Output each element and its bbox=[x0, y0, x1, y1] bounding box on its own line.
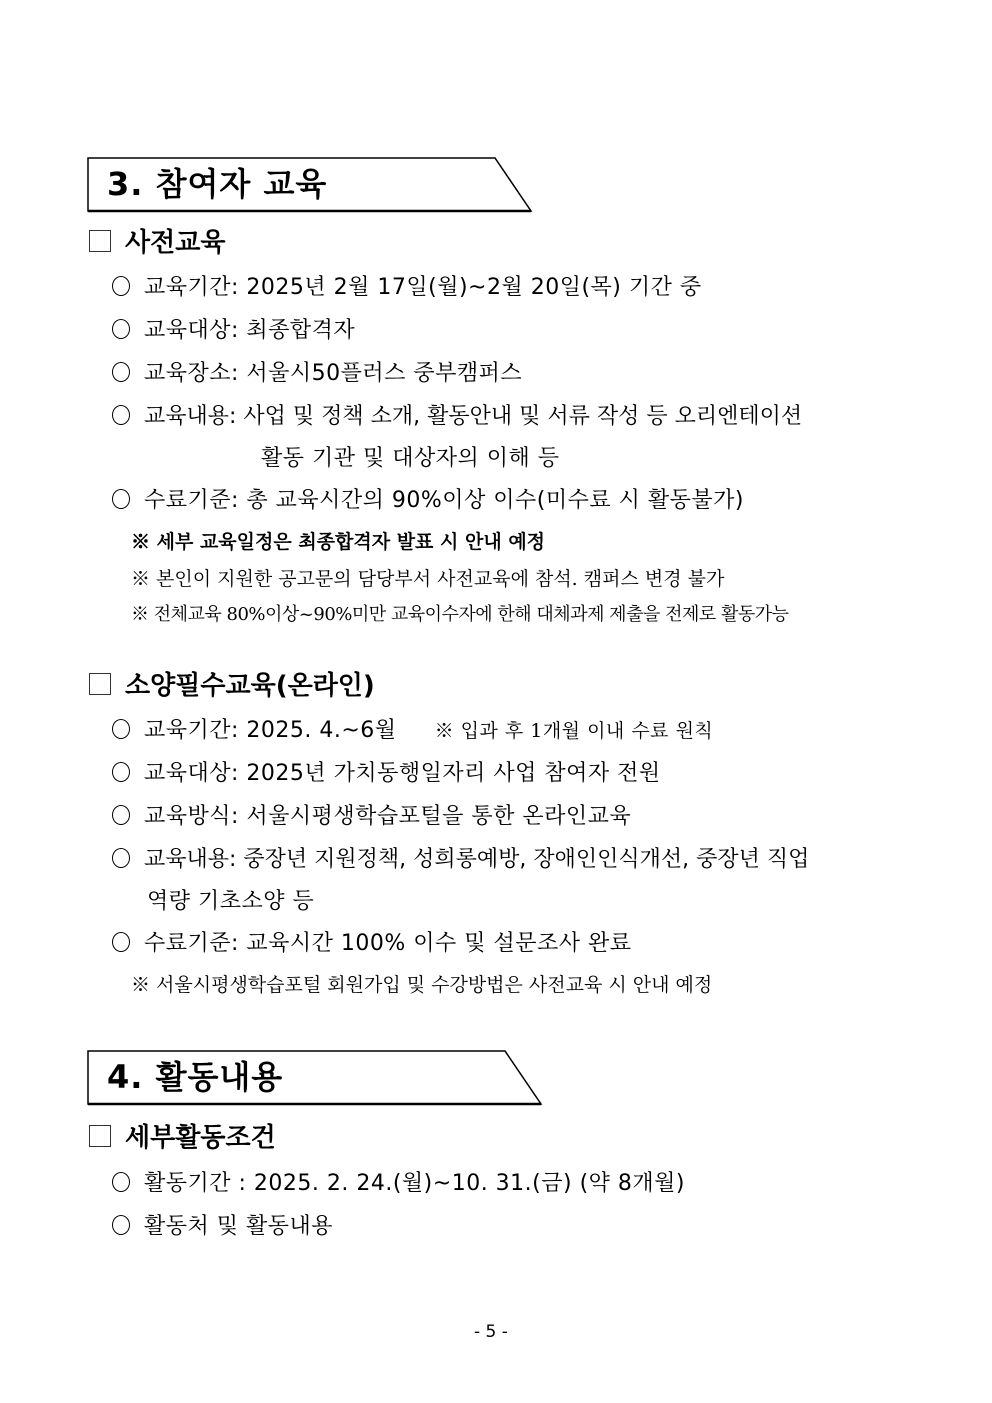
circle-bullet-icon bbox=[112, 1172, 130, 1192]
circle-bullet-icon bbox=[112, 405, 130, 425]
list-item: 수료기준: 총 교육시간의 90%이상 이수(미수료 시 활동불가) bbox=[112, 486, 744, 516]
conditions-heading bbox=[89, 1122, 276, 1154]
circle-bullet-icon bbox=[112, 805, 130, 825]
list-item: 교육기간: 2025. 4.~6월 ※ 입과 후 1개월 이내 수료 원칙 bbox=[112, 716, 713, 746]
list-item-continuation: 활동 기관 및 대상자의 이해 등 bbox=[261, 446, 560, 471]
online-education-heading bbox=[89, 670, 375, 702]
circle-bullet-icon bbox=[112, 362, 130, 382]
section-3-header bbox=[87, 157, 533, 211]
circle-bullet-icon bbox=[112, 848, 130, 868]
list-item: 교육대상: 2025년 가치동행일자리 사업 참여자 전원 bbox=[112, 759, 661, 789]
list-item: 교육방식: 서울시평생학습포털을 통한 온라인교육 bbox=[112, 802, 631, 832]
note-schedule: ※ 세부 교육일정은 최종합격자 발표 시 안내 예정 bbox=[131, 531, 546, 553]
list-item: 수료기준: 교육시간 100% 이수 및 설문조사 완료 bbox=[112, 929, 632, 959]
square-bullet-icon bbox=[89, 230, 111, 252]
square-bullet-icon bbox=[89, 673, 111, 695]
circle-bullet-icon bbox=[112, 1215, 130, 1235]
list-item-continuation: 역량 기초소양 등 bbox=[147, 889, 315, 914]
list-item: 교육기간: 2025년 2월 17일(월)~2월 20일(목) 기간 중 bbox=[112, 273, 702, 303]
section-3-title: 3. 참여자 교육 bbox=[107, 165, 328, 203]
circle-bullet-icon bbox=[112, 762, 130, 782]
circle-bullet-icon bbox=[112, 489, 130, 509]
period-note: ※ 입과 후 1개월 이내 수료 원칙 bbox=[434, 720, 714, 742]
pre-education-heading-text: 사전교육 bbox=[125, 228, 226, 258]
list-item: 활동기간 : 2025. 2. 24.(월)~10. 31.(금) (약 8개월) bbox=[112, 1169, 685, 1199]
circle-bullet-icon bbox=[112, 319, 130, 339]
section-4-header bbox=[87, 1050, 543, 1104]
section-4-title: 4. 활동내용 bbox=[107, 1058, 284, 1096]
list-item: 활동처 및 활동내용 bbox=[112, 1212, 333, 1242]
circle-bullet-icon bbox=[112, 719, 130, 739]
circle-bullet-icon bbox=[112, 276, 130, 296]
list-item: 교육내용: 사업 및 정책 소개, 활동안내 및 서류 작성 등 오리엔테이션 bbox=[112, 402, 802, 432]
list-item: 교육대상: 최종합격자 bbox=[112, 316, 355, 346]
online-education-heading-text: 소양필수교육(온라인) bbox=[125, 671, 375, 701]
note-substitute: ※ 전체교육 80%이상~90%미만 교육이수자에 한해 대체과제 제출을 전제로 활동가능 bbox=[131, 604, 789, 625]
note-portal: ※ 서울시평생학습포털 회원가입 및 수강방법은 사전교육 시 안내 예정 bbox=[131, 974, 713, 996]
square-bullet-icon bbox=[89, 1125, 111, 1147]
pre-education-heading bbox=[89, 227, 225, 259]
conditions-heading-text: 세부활동조건 bbox=[125, 1123, 276, 1153]
list-item: 교육내용: 중장년 지원정책, 성희롱예방, 장애인인식개선, 중장년 직업 bbox=[112, 845, 809, 875]
circle-bullet-icon bbox=[112, 932, 130, 952]
note-campus: ※ 본인이 지원한 공고문의 담당부서 사전교육에 참석. 캠퍼스 변경 불가 bbox=[131, 568, 725, 590]
list-item: 교육장소: 서울시50플러스 중부캠퍼스 bbox=[112, 359, 522, 389]
page-number: - 5 - bbox=[474, 1322, 508, 1342]
